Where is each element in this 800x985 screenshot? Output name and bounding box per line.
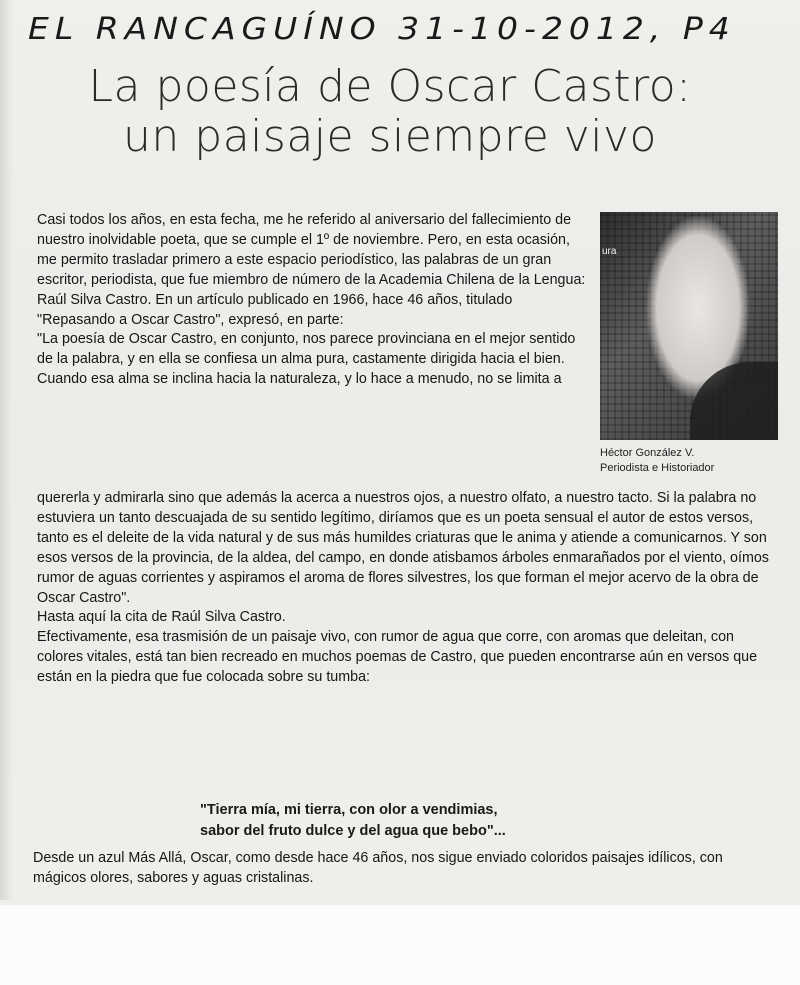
paragraph-cita: Hasta aquí la cita de Raúl Silva Castro.: [37, 609, 286, 626]
verse-line-2: sabor del fruto dulce y del agua que bebo"...: [200, 823, 506, 839]
article-body-narrow-column: [37, 211, 589, 390]
article-body-wide-column: [37, 489, 777, 688]
article-headline: [40, 62, 740, 162]
tombstone-verse: [200, 800, 740, 842]
quote-start: "La poesía de Oscar Castro, en conjunto, nos parece provinciana en el mejor sentido de la palabra, y en ella se confiesa un alma pura, castamente dirigida hacia el bien. Cuando esa alma se inclina hacia la naturaleza, y lo hace a menudo, no se limita a: [37, 331, 576, 388]
author-photo: [600, 212, 778, 440]
paragraph-intro: Casi todos los años, en esta fecha, me he referido al aniversario del fallecimiento de nuestro inolvidable poeta, que se cumple el 1º de noviembre. Pero, en esta ocasión, me permito trasladar primero a este espacio periodístico, las palabras de un gran escritor, periodista, que fue miembro de número de la Academia Chilena de la Lengua: Raúl Silva Castro. En un artículo publicado en 1966, hace 46 años, titulado "Repasando a Oscar Castro", expresó, en parte:: [37, 212, 586, 328]
photo-overlay-text: ura: [602, 246, 617, 257]
handwritten-source-note: EL RANCAGUÍNO 31-10-2012, P4: [28, 10, 736, 47]
caption-author-name: Héctor González V.: [600, 447, 695, 459]
verse-line-1: "Tierra mía, mi tierra, con olor a vendimias,: [200, 802, 498, 818]
scan-shadow-edge: [0, 0, 14, 900]
paragraph-closing: Desde un azul Más Allá, Oscar, como desde hace 46 años, nos sigue enviado coloridos paisajes idílicos, con mágicos olores, sabores y aguas cristalinas.: [33, 850, 723, 886]
quote-continuation: quererla y admirarla sino que además la acerca a nuestros ojos, a nuestro olfato, a nuestro tacto. Si la palabra no estuviera un tanto descuajada de su sentido legítimo, diríamos que es un poeta sensual el autor de estos versos, tanto es el deleite de la vida natural y de sus más humildes criaturas que le anima y atiende a comunicarnos. Y son esos versos de la provincia, de la aldea, del campo, en donde atisbamos árboles enmarañados por el viento, oímos rumor de aguas corrientes y aspiramos el aroma de flores silvestres, los que forman el mejor acervo de la obra de Oscar Castro".: [37, 490, 769, 606]
page-margin-bottom: [0, 905, 800, 985]
portrait-shoulder-shape: [690, 362, 778, 440]
headline-line-2: un paisaje siempre vivo: [123, 111, 657, 162]
photo-caption: [600, 446, 780, 476]
caption-author-role: Periodista e Historiador: [600, 462, 715, 474]
headline-line-1: La poesía de Oscar Castro:: [88, 61, 692, 112]
author-portrait-image: [600, 212, 778, 440]
article-closing: [33, 849, 778, 889]
paragraph-efectivamente: Efectivamente, esa trasmisión de un paisaje vivo, con rumor de agua que corre, con aromas que deleitan, con colores vitales, está tan bien recreado en muchos poemas de Castro, que pueden encontrarse aún en versos que están en la piedra que fue colocada sobre su tumba:: [37, 629, 758, 686]
